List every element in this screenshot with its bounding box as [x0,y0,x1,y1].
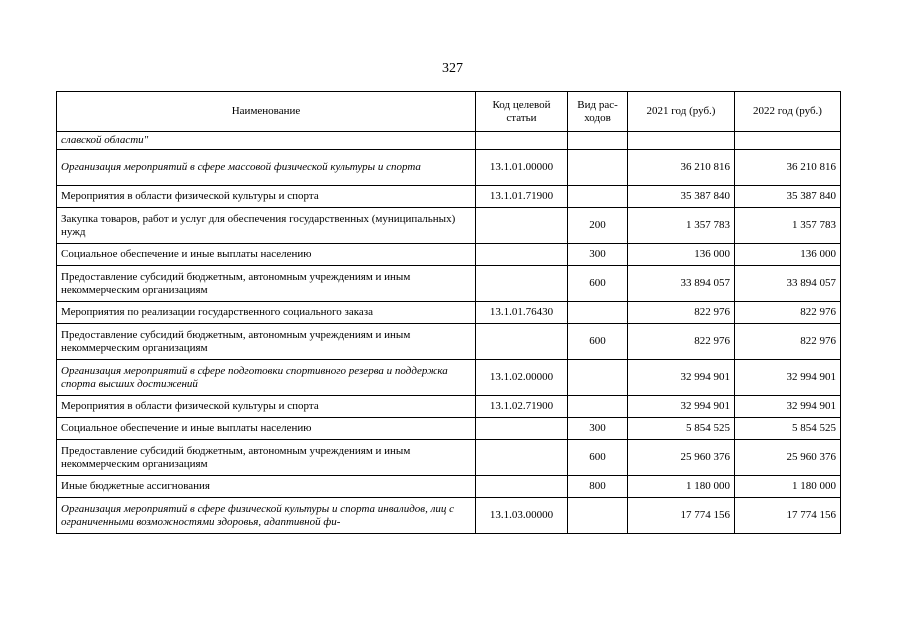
row-code-cell [476,324,568,360]
row-2022-cell: 5 854 525 [735,418,841,440]
row-2021-cell [628,132,735,150]
table-row [57,266,841,302]
table-row [57,418,841,440]
row-kind-cell [568,150,628,186]
row-code-cell [476,244,568,266]
row-2021-cell: 32 994 901 [628,360,735,396]
row-code-cell [476,132,568,150]
row-name-cell: Социальное обеспечение и иные выплаты населению [57,244,476,266]
row-2021-cell: 32 994 901 [628,396,735,418]
row-2022-cell: 32 994 901 [735,360,841,396]
header-code: Код целевой статьи [476,92,568,132]
row-kind-cell [568,186,628,208]
page-number: 327 [442,61,463,76]
row-2022-cell: 36 210 816 [735,150,841,186]
table-row [57,150,841,186]
row-kind-cell [568,302,628,324]
table-row [57,498,841,534]
row-2022-cell: 136 000 [735,244,841,266]
row-name-cell: Предоставление субсидий бюджетным, автономным учреждениям и иным некоммерческим организациям [57,266,476,302]
row-code-cell: 13.1.02.71900 [476,396,568,418]
row-2021-cell: 25 960 376 [628,440,735,476]
row-2021-cell: 17 774 156 [628,498,735,534]
row-kind-cell [568,360,628,396]
row-kind-cell [568,498,628,534]
row-name-cell: Организация мероприятий в сфере физической культуры и спорта инвалидов, лиц с ограниченными возможностями здоровья, адаптивной фи- [57,498,476,534]
row-2022-cell: 17 774 156 [735,498,841,534]
row-name-cell: Организация мероприятий в сфере подготовки спортивного резерва и поддержка спорта высших достижений [57,360,476,396]
row-2021-cell: 1 357 783 [628,208,735,244]
row-2022-cell: 822 976 [735,324,841,360]
row-code-cell [476,418,568,440]
row-name-cell: Предоставление субсидий бюджетным, автономным учреждениям и иным некоммерческим организациям [57,440,476,476]
row-code-cell: 13.1.02.00000 [476,360,568,396]
row-2022-cell [735,132,841,150]
row-code-cell: 13.1.01.00000 [476,150,568,186]
row-kind-cell: 300 [568,418,628,440]
row-name-cell: Мероприятия по реализации государственного социального заказа [57,302,476,324]
table-row [57,244,841,266]
row-kind-cell: 300 [568,244,628,266]
row-2021-cell: 1 180 000 [628,476,735,498]
row-code-cell [476,476,568,498]
row-2022-cell: 822 976 [735,302,841,324]
header-2021: 2021 год (руб.) [628,92,735,132]
row-name-cell: Мероприятия в области физической культуры и спорта [57,186,476,208]
row-name-cell: Организация мероприятий в сфере массовой физической культуры и спорта [57,150,476,186]
row-2022-cell: 32 994 901 [735,396,841,418]
row-2021-cell: 822 976 [628,302,735,324]
row-kind-cell: 200 [568,208,628,244]
table-row [57,208,841,244]
header-kind: Вид рас-ходов [568,92,628,132]
row-kind-cell [568,396,628,418]
row-2022-cell: 33 894 057 [735,266,841,302]
row-code-cell [476,440,568,476]
row-kind-cell: 600 [568,266,628,302]
row-code-cell [476,266,568,302]
table-row [57,440,841,476]
header-name: Наименование [57,92,476,132]
row-kind-cell: 600 [568,324,628,360]
table-row [57,360,841,396]
table-row [57,132,841,150]
table-row [57,186,841,208]
row-2021-cell: 36 210 816 [628,150,735,186]
row-name-cell: Предоставление субсидий бюджетным, автономным учреждениям и иным некоммерческим организациям [57,324,476,360]
row-2022-cell: 1 180 000 [735,476,841,498]
table-header-row [57,92,841,132]
row-code-cell: 13.1.03.00000 [476,498,568,534]
row-name-cell: Мероприятия в области физической культуры и спорта [57,396,476,418]
row-2021-cell: 33 894 057 [628,266,735,302]
row-2022-cell: 35 387 840 [735,186,841,208]
row-kind-cell [568,132,628,150]
row-2022-cell: 1 357 783 [735,208,841,244]
table-row [57,302,841,324]
table-row [57,476,841,498]
row-name-cell: Иные бюджетные ассигнования [57,476,476,498]
table-body [57,132,841,534]
row-2022-cell: 25 960 376 [735,440,841,476]
table-row [57,324,841,360]
row-kind-cell: 600 [568,440,628,476]
row-2021-cell: 5 854 525 [628,418,735,440]
row-2021-cell: 822 976 [628,324,735,360]
row-code-cell: 13.1.01.76430 [476,302,568,324]
row-2021-cell: 35 387 840 [628,186,735,208]
row-kind-cell: 800 [568,476,628,498]
table-row [57,396,841,418]
row-name-cell: славской области" [57,132,476,150]
header-2022: 2022 год (руб.) [735,92,841,132]
row-code-cell: 13.1.01.71900 [476,186,568,208]
row-code-cell [476,208,568,244]
row-name-cell: Закупка товаров, работ и услуг для обеспечения государственных (муниципальных) нужд [57,208,476,244]
row-2021-cell: 136 000 [628,244,735,266]
row-name-cell: Социальное обеспечение и иные выплаты населению [57,418,476,440]
budget-table [56,91,841,534]
